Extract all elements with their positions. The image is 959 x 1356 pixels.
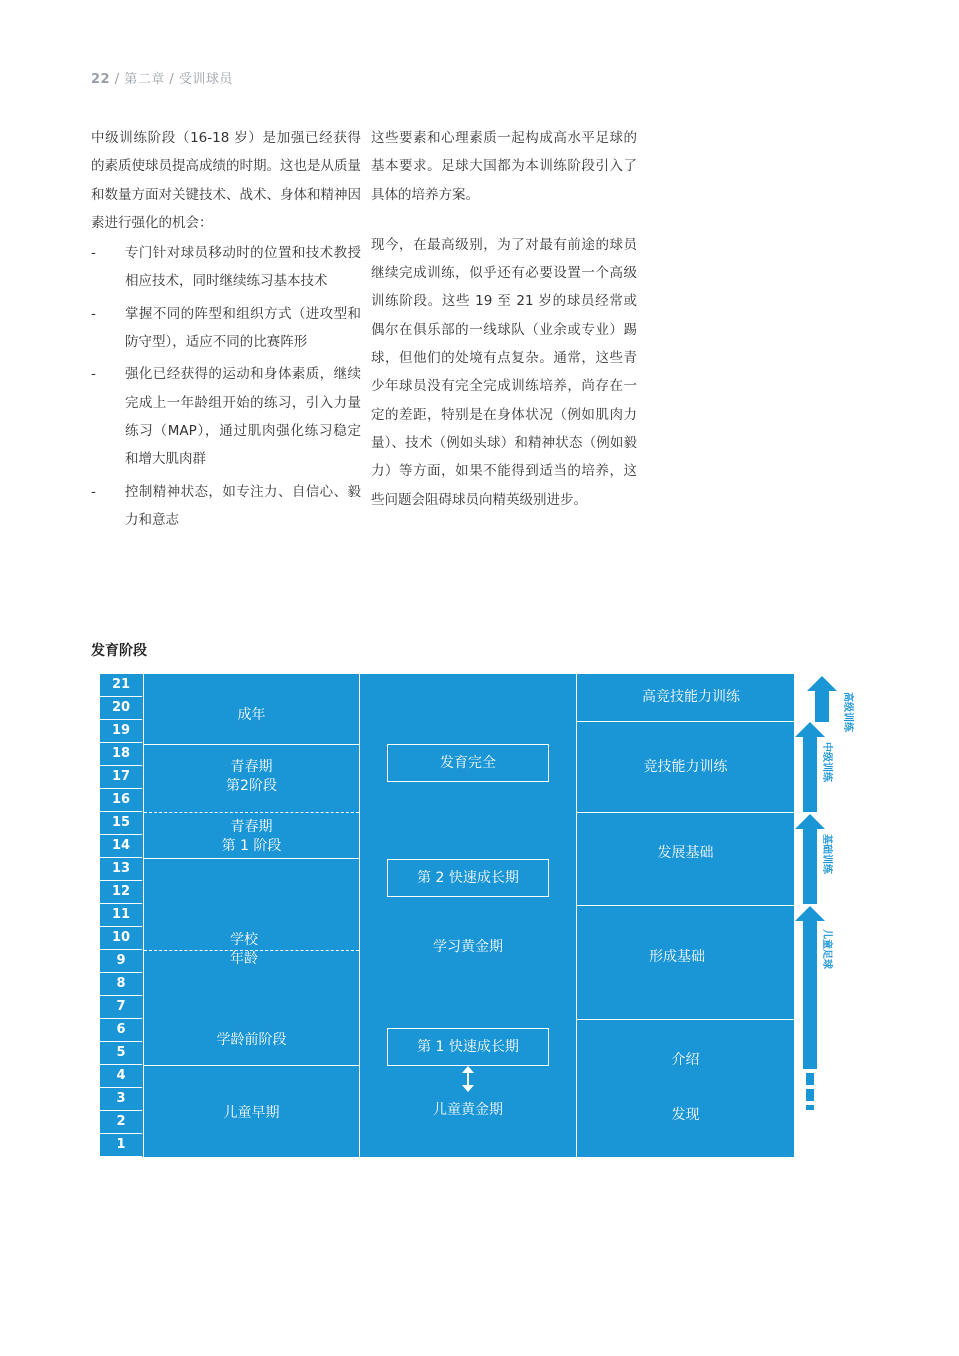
training-form-foundation: 形成基础 [649, 949, 705, 965]
arrow-label-basic: 基础训练 [821, 834, 832, 874]
box-growth-1: 第 1 快速成长期 [387, 1028, 549, 1066]
stage-puberty-1: 青春期 第 1 阶段 [221, 819, 282, 854]
age-cell: 6 [100, 1019, 142, 1042]
age-cell: 1 [100, 1134, 142, 1157]
arrow-label-intermediate: 中级训练 [821, 742, 832, 782]
paragraph: 这些要素和心理素质一起构成高水平足球的基本要求。足球大国都为本训练阶段引入了具体的培养方案。 [371, 130, 637, 203]
stage-preschool: 学龄前阶段 [216, 1032, 287, 1048]
age-cell: 5 [100, 1042, 142, 1065]
age-cell: 2 [100, 1111, 142, 1134]
training-high-performance: 高竞技能力训练 [642, 689, 740, 705]
stage-early-childhood: 儿童早期 [223, 1105, 280, 1121]
age-cell: 12 [100, 881, 142, 904]
training-competition: 竞技能力训练 [643, 759, 728, 775]
training-introduction: 介绍 [671, 1052, 700, 1068]
box-development-complete: 发育完全 [387, 744, 549, 782]
age-cell: 8 [100, 973, 142, 996]
age-cell: 21 [100, 674, 142, 697]
age-cell: 7 [100, 996, 142, 1019]
age-cell: 4 [100, 1065, 142, 1088]
list-item: - 强化已经获得的运动和身体素质，继续完成上一年龄组开始的练习，引入力量练习（MAP），通过肌肉强化练习稳定和增大肌肉群 [91, 366, 361, 468]
age-cell: 11 [100, 904, 142, 927]
bullet-list [91, 239, 361, 534]
golden-learning-label: 学习黄金期 [433, 939, 503, 955]
double-arrow-icon [460, 1066, 476, 1092]
training-develop-foundation: 发展基础 [657, 845, 714, 861]
arrow-label-youth: 儿童足球 [821, 929, 832, 969]
age-cell: 20 [100, 697, 142, 720]
arrow-label-advanced: 高级训练 [842, 692, 853, 732]
training-level-arrows [795, 674, 875, 1114]
right-column [371, 124, 637, 514]
stage-school: 学校 年龄 [230, 932, 258, 967]
golden-childhood-label: 儿童黄金期 [433, 1102, 503, 1118]
diagram-title: 发育阶段 [91, 643, 147, 659]
age-scale [100, 674, 144, 1157]
list-item: - 控制精神状态，如专注力、自信心、毅力和意志 [91, 483, 361, 528]
age-cell: 14 [100, 835, 142, 858]
stage-adult: 成年 [237, 707, 266, 723]
chapter-label: 第二章 [124, 72, 165, 87]
age-cell: 17 [100, 766, 142, 789]
page-header: 22 / 第二章 / 受训球员 [91, 72, 233, 87]
age-cell: 13 [100, 858, 142, 881]
stage-puberty-2: 青春期 第2阶段 [226, 759, 277, 794]
age-cell: 9 [100, 950, 142, 973]
age-cell: 3 [100, 1088, 142, 1111]
age-cell: 19 [100, 720, 142, 743]
development-stages-diagram [100, 674, 794, 1157]
box-growth-2: 第 2 快速成长期 [387, 859, 549, 897]
list-item: - 专门针对球员移动时的位置和技术教授相应技术，同时继续练习基本技术 [91, 245, 361, 290]
list-item: - 掌握不同的阵型和组织方式（进攻型和防守型），适应不同的比赛阵形 [91, 305, 361, 351]
paragraph: 现今，在最高级别，为了对最有前途的球员继续完成训练，似乎还有必要设置一个高级训练阶段。这些 19 至 21 岁的球员经常或偶尔在俱乐部的一线球队（业余或专业）踢球，但他们的处境有点复杂。通常，这些青少年球员没有完全完成训练培养，尚存在一定的差距，特别是在身体状况（例如肌肉力量）、技术（例如头球）和精神状态（例如毅力）等方面，如果不能得到适当的培养，这些问题会阻碍球员向精英级别进步。 [371, 236, 637, 508]
left-column [91, 124, 361, 538]
intro-paragraph: 中级训练阶段（16-18 岁）是加强已经获得的素质使球员提高成绩的时期。这也是从质量和数量方面对关键技术、战术、身体和精神因素进行强化的机会： [91, 130, 361, 231]
age-cell: 15 [100, 812, 142, 835]
page-number: 22 [91, 72, 111, 87]
section-label: 受训球员 [178, 72, 233, 87]
age-cell: 18 [100, 743, 142, 766]
training-discovery: 发现 [671, 1107, 700, 1123]
age-cell: 16 [100, 789, 142, 812]
age-cell: 10 [100, 927, 142, 950]
